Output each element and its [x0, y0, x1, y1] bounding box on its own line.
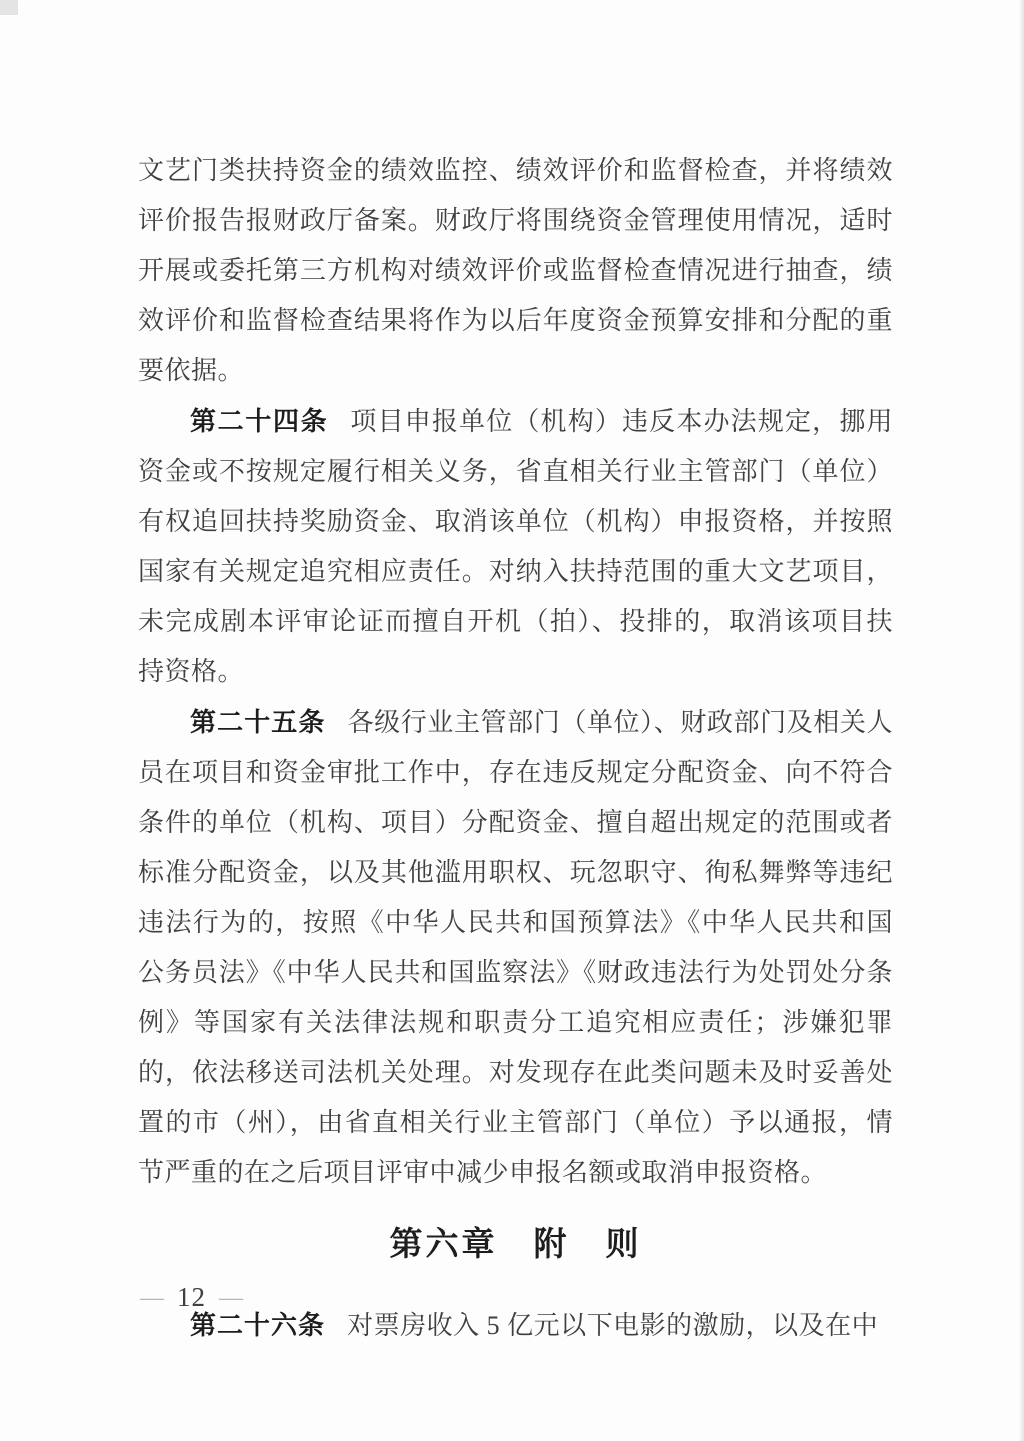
- paragraph-performance-supervision: [138, 146, 893, 396]
- article-26-number: 第二十六条: [190, 1310, 326, 1340]
- paragraph-article-26: [138, 1300, 893, 1351]
- chapter-heading: 第六章 附 则: [389, 1225, 642, 1262]
- article-25-number: 第二十五条: [190, 707, 326, 737]
- article-26-text: 对票房收入 5 亿元以下电影的激励，以及在中: [347, 1311, 879, 1340]
- page-number-dash-left: —: [140, 1284, 164, 1311]
- paragraph-article-25: [138, 697, 893, 1198]
- page-number: [140, 1282, 243, 1313]
- paragraph-text: 文艺门类扶持资金的绩效监控、绩效评价和监督检查，并将绩效评价报告报财政厅备案。财政厅将围绕资金管理使用情况，适时开展或委托第三方机构对绩效评价或监督检查情况进行抽查，绩效评价和监督检查结果将作为以后年度资金预算安排和分配的重要依据。: [138, 156, 893, 385]
- document-body: [138, 146, 893, 1351]
- page-number-value: 12: [177, 1282, 206, 1312]
- page-number-dash-right: —: [219, 1284, 243, 1311]
- scan-artifact-right-edge: [1019, 0, 1024, 1441]
- article-24-number: 第二十四条: [190, 406, 329, 436]
- article-25-text: 各级行业主管部门（单位）、财政部门及相关人员在项目和资金审批工作中，存在违反规定分配资金、向不符合条件的单位（机构、项目）分配资金、擅自超出规定的范围或者标准分配资金，以及其他滥用职权、玩忽职守、徇私舞弊等违纪违法行为的，按照《中华人民共和国预算法》《中华人民共和国公务员法》《中华人民共和国监察法》《财政违法行为处罚处分条例》等国家有关法律法规和职责分工追究相应责任；涉嫌犯罪的，依法移送司法机关处理。对发现存在此类问题未及时妥善处置的市（州），由省直相关行业主管部门（单位）予以通报，情节严重的在之后项目评审中减少申报名额或取消申报资格。: [138, 708, 893, 1187]
- scan-artifact-corner: [0, 0, 18, 15]
- paragraph-article-24: [138, 396, 893, 697]
- article-24-text: 项目申报单位（机构）违反本办法规定，挪用资金或不按规定履行相关义务，省直相关行业主管部门（单位）有权追回扶持奖励资金、取消该单位（机构）申报资格，并按照国家有关规定追究相应责任。对纳入扶持范围的重大文艺项目，未完成剧本评审论证而擅自开机（拍）、投排的，取消该项目扶持资格。: [138, 407, 893, 686]
